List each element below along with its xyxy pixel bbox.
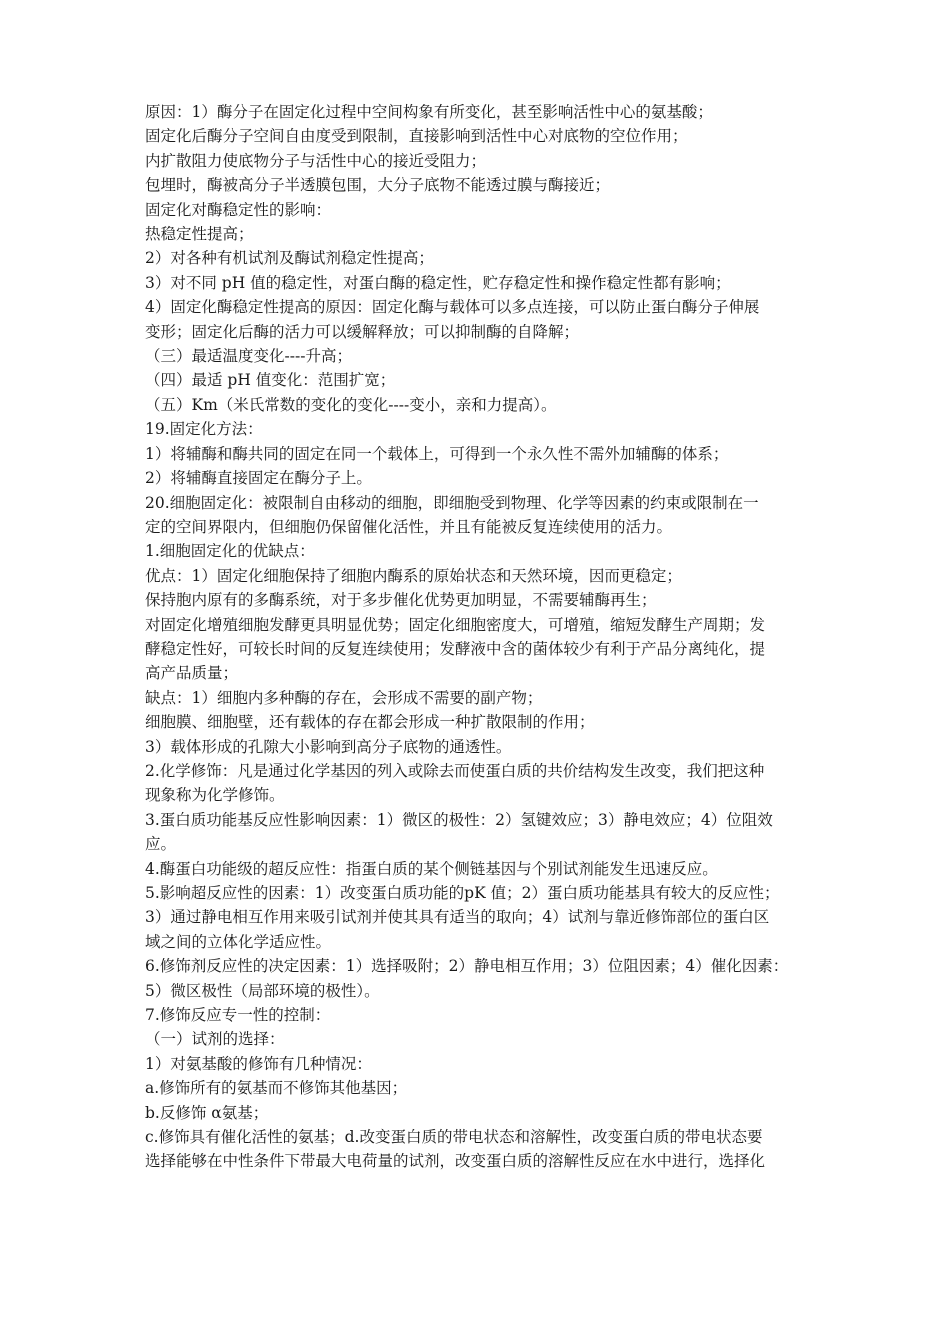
text-line: （四）最适 pH 值变化：范围扩宽； xyxy=(145,371,396,390)
text-line: 1）将辅酶和酶共同的固定在同一个载体上，可得到一个永久性不需外加辅酶的体系； xyxy=(145,444,729,463)
text-line: 19.固定化方法： xyxy=(145,420,263,439)
text-line: 对固定化增殖细胞发酵更具明显优势；固定化细胞密度大，可增殖，缩短发酵生产周期；发 xyxy=(145,615,766,634)
text-line: 缺点：1）细胞内多种酶的存在，会形成不需要的副产物； xyxy=(145,688,543,707)
text-line: （三）最适温度变化----升高； xyxy=(145,347,352,366)
text-line: 域之间的立体化学适应性。 xyxy=(145,932,332,951)
text-line: 20.细胞固定化：被限制自由移动的细胞，即细胞受到物理、化学等因素的约束或限制在一 xyxy=(145,493,759,512)
text-line: 5）微区极性（局部环境的极性）。 xyxy=(145,981,380,1000)
text-line: （一）试剂的选择： xyxy=(145,1030,285,1049)
text-line: 热稳定性提高； xyxy=(145,225,254,244)
text-line: 保持胞内原有的多酶系统，对于多步催化优势更加明显，不需要辅酶再生； xyxy=(145,591,657,610)
text-line: 定的空间界限内，但细胞仍保留催化活性，并且有能被反复连续使用的活力。 xyxy=(145,517,673,536)
text-line: 5.影响超反应性的因素：1）改变蛋白质功能的pK 值；2）蛋白质功能基具有较大的反应性； xyxy=(145,884,780,902)
text-line: （五）Km（米氏常数的变化的变化----变小，亲和力提高）。 xyxy=(145,395,557,414)
text-line: 酵稳定性好，可较长时间的反复连续使用；发酵液中含的菌体较少有利于产品分离纯化，提 xyxy=(145,639,766,658)
text-line: 变形；固定化后酶的活力可以缓解释放；可以抑制酶的自降解； xyxy=(145,322,580,341)
text-line: 4.酶蛋白功能级的超反应性：指蛋白质的某个侧链基因与个别试剂能发生迅速反应。 xyxy=(145,859,718,878)
text-line: 7.修饰反应专一性的控制： xyxy=(145,1006,331,1025)
text-line: a.修饰所有的氨基而不修饰其他基因； xyxy=(145,1079,408,1098)
text-line: 高产品质量； xyxy=(145,664,239,683)
text-line: 原因：1）酶分子在固定化过程中空间构象有所变化，甚至影响活性中心的氨基酸； xyxy=(145,103,713,121)
text-line: 选择能够在中性条件下带最大电荷量的试剂，改变蛋白质的溶解性反应在水中进行，选择化 xyxy=(145,1152,766,1171)
text-line: 内扩散阻力使底物分子与活性中心的接近受阻力； xyxy=(145,151,487,170)
text-line: 4）固定化酶稳定性提高的原因：固定化酶与载体可以多点连接，可以防止蛋白酶分子伸展 xyxy=(145,298,760,317)
text-line: 6.修饰剂反应性的决定因素：1）选择吸附；2）静电相互作用；3）位阻因素；4）催化因素： xyxy=(145,957,789,976)
text-line: 2.化学修饰：凡是通过化学基因的列入或除去而使蛋白质的共价结构发生改变，我们把这种 xyxy=(145,761,765,780)
text-line: 现象称为化学修饰。 xyxy=(145,786,285,805)
text-line: b.反修饰 α氨基； xyxy=(145,1103,269,1122)
text-line: 应。 xyxy=(145,835,177,854)
text-line: 包埋时，酶被高分子半透膜包围，大分子底物不能透过膜与酶接近； xyxy=(145,176,611,195)
text-line: c.修饰具有催化活性的氨基；d.改变蛋白质的带电状态和溶解性，改变蛋白质的带电状态要 xyxy=(145,1128,763,1147)
text-line: 固定化后酶分子空间自由度受到限制，直接影响到活性中心对底物的空位作用； xyxy=(145,127,688,146)
text-line: 3）通过静电相互作用来吸引试剂并使其具有适当的取向；4）试剂与靠近修饰部位的蛋白区 xyxy=(145,908,770,927)
text-line: 固定化对酶稳定性的影响： xyxy=(145,200,332,219)
text-line: 1.细胞固定化的优缺点： xyxy=(145,542,315,561)
text-line: 3）载体形成的孔隙大小影响到高分子底物的通透性。 xyxy=(145,737,512,756)
text-line: 3）对不同 pH 值的稳定性，对蛋白酶的稳定性，贮存稳定性和操作稳定性都有影响； xyxy=(145,273,731,292)
text-line: 3.蛋白质功能基反应性影响因素：1）微区的极性：2）氢键效应；3）静电效应；4）位阻效 xyxy=(145,810,773,829)
text-line: 2）将辅酶直接固定在酶分子上。 xyxy=(145,469,372,488)
text-line: 2）对各种有机试剂及酶试剂稳定性提高； xyxy=(145,249,434,268)
text-line: 优点：1）固定化细胞保持了细胞内酶系的原始状态和天然环境，因而更稳定； xyxy=(145,566,682,585)
text-line: 1）对氨基酸的修饰有几种情况： xyxy=(145,1054,372,1073)
text-line: 细胞膜、细胞壁，还有载体的存在都会形成一种扩散限制的作用； xyxy=(145,713,595,732)
